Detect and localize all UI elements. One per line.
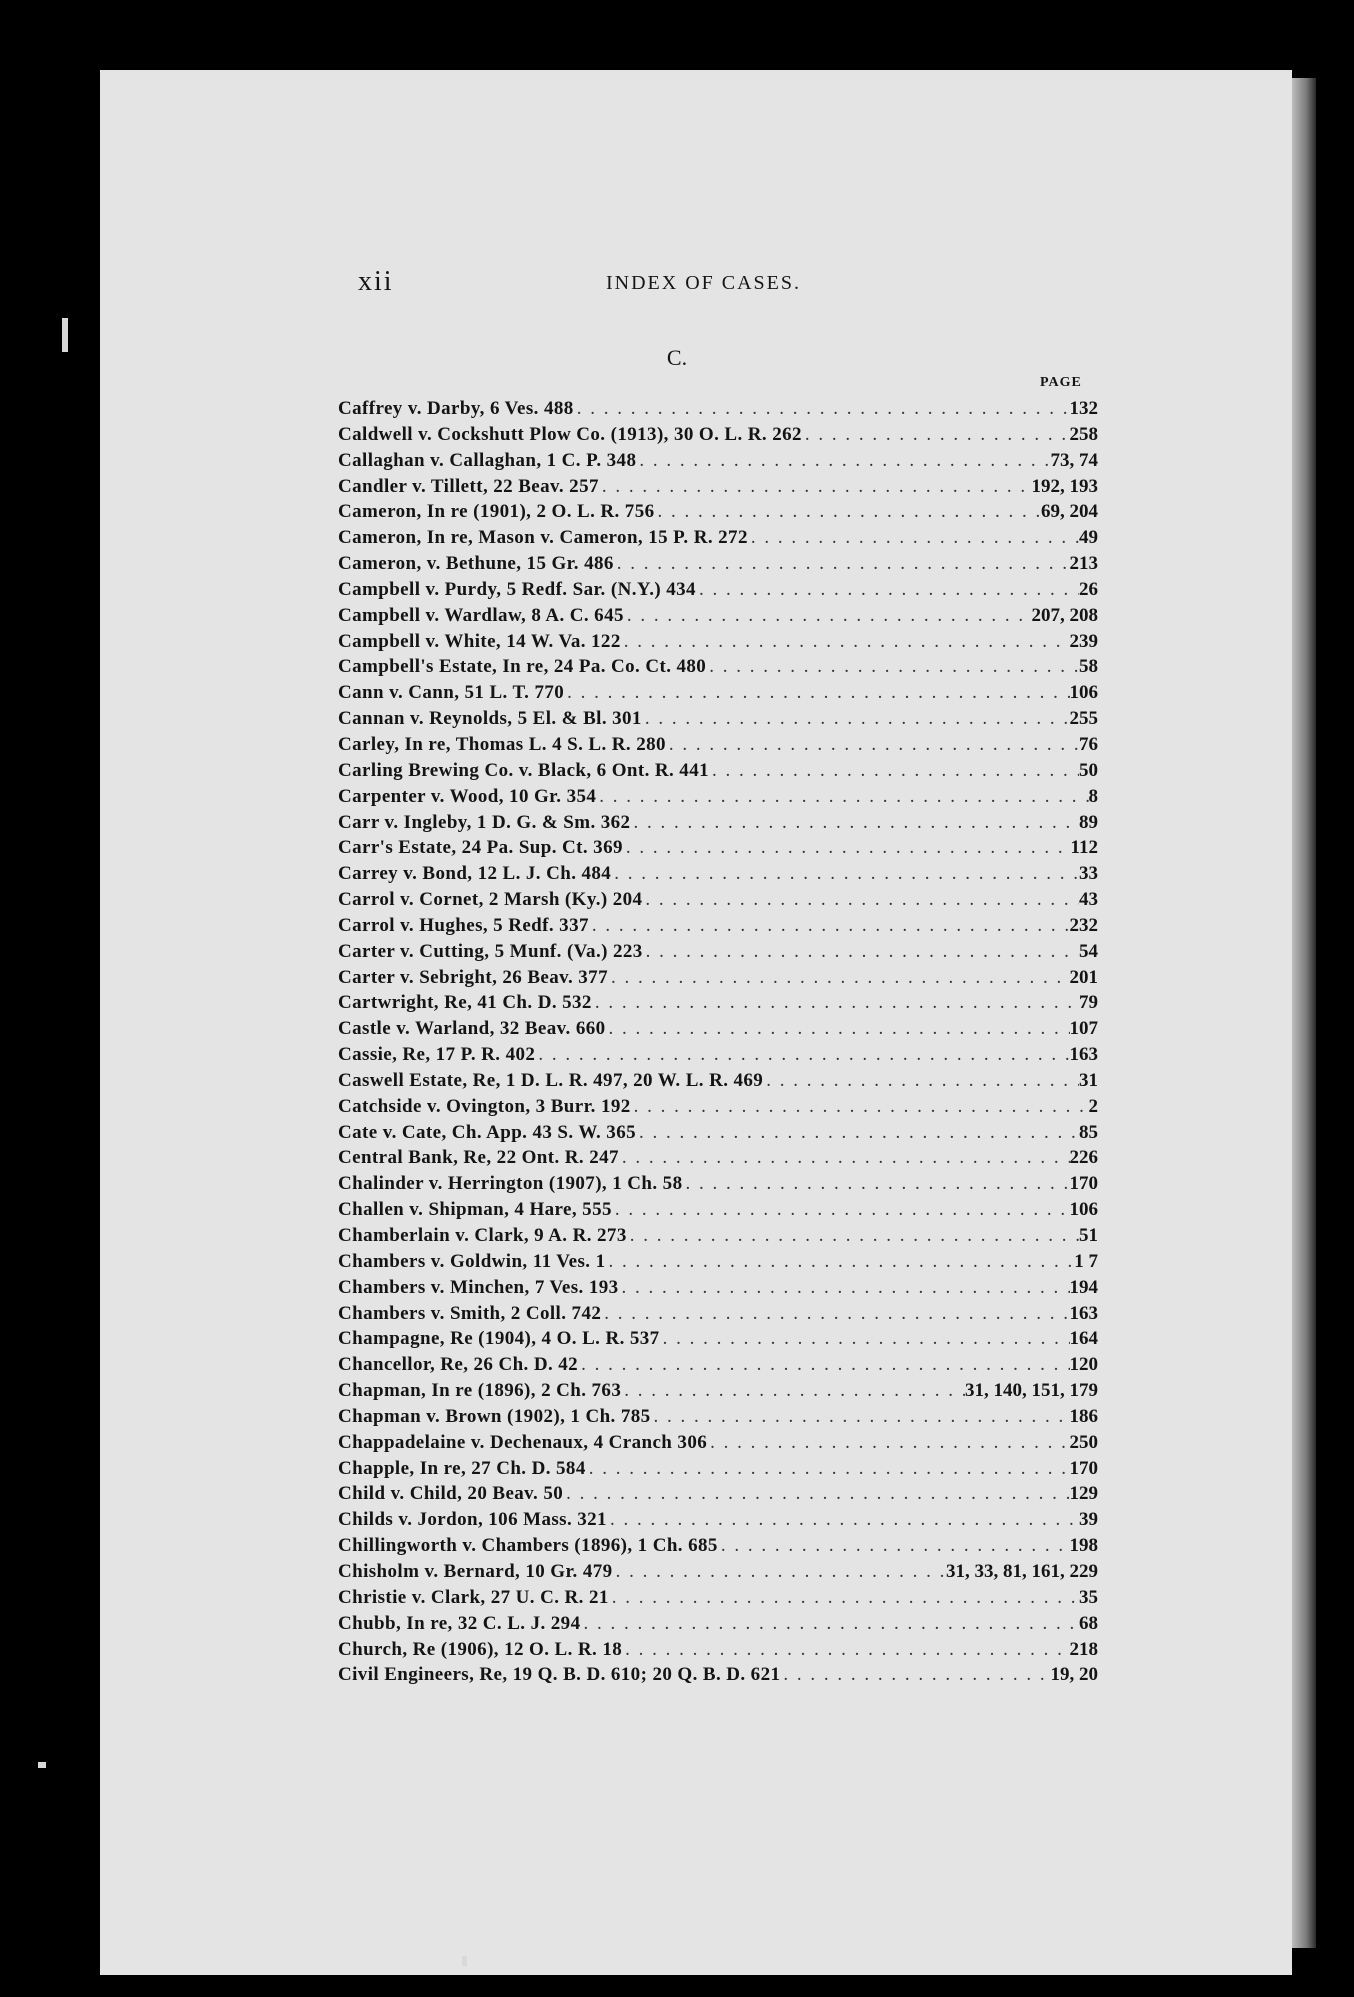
dot-leader [631, 1094, 1089, 1120]
page-references: 19, 20 [1050, 1664, 1098, 1686]
page-references: 218 [1069, 1638, 1098, 1660]
case-citation: Cameron, v. Bethune, 15 Gr. 486 [338, 553, 614, 575]
page-references: 163 [1069, 1044, 1098, 1066]
case-citation: Callaghan v. Callaghan, 1 C. P. 348 [338, 449, 637, 471]
dot-leader [643, 939, 1079, 965]
index-entry [338, 1042, 1098, 1068]
case-citation: Chambers v. Minchen, 7 Ves. 193 [338, 1276, 619, 1298]
case-citation: Carrey v. Bond, 12 L. J. Ch. 484 [338, 863, 612, 885]
page-references: 132 [1069, 398, 1098, 419]
index-entry [338, 861, 1098, 887]
case-citation: Carrol v. Hughes, 5 Redf. 337 [338, 914, 589, 936]
page-references: 79 [1079, 992, 1098, 1014]
case-citation: Central Bank, Re, 22 Ont. R. 247 [338, 1147, 619, 1169]
case-citation: Cate v. Cate, Ch. App. 43 S. W. 365 [338, 1121, 636, 1143]
dot-leader [709, 758, 1079, 784]
dot-leader [682, 1171, 1069, 1197]
page-references: 58 [1079, 656, 1098, 678]
page-references: 69, 204 [1041, 501, 1098, 523]
page-references: 2 [1088, 1095, 1098, 1117]
page-references: 43 [1079, 889, 1098, 911]
index-entry [338, 1611, 1098, 1637]
page-references: 232 [1069, 914, 1098, 936]
index-entry [338, 1120, 1098, 1146]
index-entry [338, 990, 1098, 1016]
case-citation: Chalinder v. Herrington (1907), 1 Ch. 58 [338, 1173, 683, 1195]
index-entry [338, 1326, 1098, 1352]
page-references: 1 7 [1074, 1250, 1098, 1272]
page-references: 163 [1069, 1302, 1098, 1324]
case-citation: Chillingworth v. Chambers (1896), 1 Ch. 685 [338, 1535, 718, 1557]
case-citation: Carley, In re, Thomas L. 4 S. L. R. 280 [338, 733, 666, 755]
dot-leader [609, 1585, 1079, 1611]
page-references: 39 [1079, 1509, 1098, 1531]
dot-leader [614, 551, 1070, 577]
page-references: 33 [1079, 863, 1098, 885]
index-entry [338, 1430, 1098, 1456]
dot-leader [601, 1301, 1069, 1327]
case-citation: Chambers v. Goldwin, 11 Ves. 1 [338, 1250, 606, 1272]
dot-leader [660, 1326, 1070, 1352]
dot-leader [621, 629, 1070, 655]
page-references: 213 [1069, 553, 1098, 575]
page-header [358, 266, 1100, 302]
case-citation: Chubb, In re, 32 C. L. J. 294 [338, 1612, 581, 1634]
case-citation: Cartwright, Re, 41 Ch. D. 532 [338, 992, 592, 1014]
page-references: 49 [1079, 527, 1098, 549]
index-entry [338, 1662, 1098, 1688]
index-entry [338, 422, 1098, 448]
case-citation: Castle v. Warland, 32 Beav. 660 [338, 1018, 606, 1040]
page-references: 89 [1079, 811, 1098, 833]
case-citation: Champagne, Re (1904), 4 O. L. R. 537 [338, 1328, 660, 1350]
case-citation: Chancellor, Re, 26 Ch. D. 42 [338, 1354, 579, 1376]
page-references: 85 [1079, 1121, 1098, 1143]
index-entry [338, 396, 1098, 422]
case-citation: Child v. Child, 20 Beav. 50 [338, 1483, 564, 1505]
page-references: 170 [1069, 1457, 1098, 1479]
dot-leader [608, 965, 1070, 991]
index-entry [338, 887, 1098, 913]
case-citation: Cameron, In re, Mason v. Cameron, 15 P. R. 272 [338, 527, 748, 549]
index-entry [338, 939, 1098, 965]
index-entry [338, 1559, 1098, 1585]
index-entry [338, 1197, 1098, 1223]
page-references: 198 [1069, 1535, 1098, 1557]
page-references: 26 [1079, 578, 1098, 600]
index-entry [338, 551, 1098, 577]
dot-leader [580, 1611, 1079, 1637]
dot-leader [763, 1068, 1079, 1094]
page-references: 239 [1069, 630, 1098, 652]
case-citation: Chapman, In re (1896), 2 Ch. 763 [338, 1380, 622, 1402]
dot-leader [655, 499, 1042, 525]
case-citation: Campbell v. Wardlaw, 8 A. C. 645 [338, 604, 624, 626]
case-citation: Cann v. Cann, 51 L. T. 770 [338, 682, 565, 704]
index-entry [338, 525, 1098, 551]
index-entry [338, 499, 1098, 525]
page-references: 226 [1069, 1147, 1098, 1169]
dot-leader [623, 835, 1071, 861]
page-references: 35 [1079, 1586, 1098, 1608]
index-entry [338, 1585, 1098, 1611]
case-citation: Chappadelaine v. Dechenaux, 4 Cranch 306 [338, 1431, 708, 1453]
page-references: 129 [1069, 1483, 1098, 1505]
page-references: 31 [1079, 1069, 1098, 1091]
dot-leader [563, 1481, 1069, 1507]
page-references: 73, 74 [1050, 449, 1098, 471]
dot-leader [642, 706, 1070, 732]
dot-leader [636, 448, 1050, 474]
dot-leader [613, 1559, 946, 1585]
page-references: 120 [1069, 1354, 1098, 1376]
index-entry [338, 706, 1098, 732]
dot-leader [627, 1223, 1079, 1249]
page-references: 250 [1069, 1431, 1098, 1453]
index-entry [338, 1223, 1098, 1249]
case-citation: Cameron, In re (1901), 2 O. L. R. 756 [338, 501, 655, 523]
scan-speck [38, 1762, 46, 1768]
case-citation: Candler v. Tillett, 22 Beav. 257 [338, 475, 599, 497]
dot-leader [624, 603, 1032, 629]
dot-leader [780, 1662, 1050, 1688]
index-entry [338, 1456, 1098, 1482]
page-references: 76 [1079, 733, 1098, 755]
dot-leader [596, 784, 1088, 810]
page-references: 258 [1069, 423, 1098, 445]
page-references: 255 [1069, 708, 1098, 730]
index-entry [338, 965, 1098, 991]
index-entry [338, 1301, 1098, 1327]
index-entry [338, 1481, 1098, 1507]
page-references: 31, 140, 151, 179 [965, 1380, 1098, 1402]
case-citation: Caffrey v. Darby, 6 Ves. 488 [338, 398, 574, 419]
page-references: 8 [1088, 785, 1098, 807]
index-entry [338, 603, 1098, 629]
dot-leader [706, 654, 1079, 680]
page-references: 194 [1069, 1276, 1098, 1298]
page-references: 201 [1069, 966, 1098, 988]
page-references: 207, 208 [1031, 604, 1098, 626]
dot-leader [748, 525, 1079, 551]
dot-leader [592, 990, 1079, 1016]
case-citation: Carrol v. Cornet, 2 Marsh (Ky.) 204 [338, 889, 643, 911]
index-entry [338, 1404, 1098, 1430]
index-entry [338, 654, 1098, 680]
index-entry [338, 810, 1098, 836]
page-references: 112 [1070, 837, 1098, 859]
case-citation: Carling Brewing Co. v. Black, 6 Ont. R. 441 [338, 759, 710, 781]
dot-leader [622, 1637, 1069, 1663]
dot-leader [666, 732, 1079, 758]
dot-leader [621, 1378, 965, 1404]
page-references: 31, 33, 81, 161, 229 [946, 1560, 1098, 1582]
index-entry [338, 913, 1098, 939]
case-citation: Carr v. Ingleby, 1 D. G. & Sm. 362 [338, 811, 631, 833]
index-entry [338, 1249, 1098, 1275]
dot-leader [612, 1197, 1070, 1223]
case-index-list [338, 396, 1098, 1688]
dot-leader [599, 474, 1032, 500]
dot-leader [578, 1352, 1069, 1378]
index-entry [338, 1016, 1098, 1042]
case-citation: Carr's Estate, 24 Pa. Sup. Ct. 369 [338, 837, 623, 859]
page-folio: xii [358, 266, 394, 297]
index-entry [338, 1145, 1098, 1171]
case-citation: Chapple, In re, 27 Ch. D. 584 [338, 1457, 586, 1479]
dot-leader [606, 1016, 1070, 1042]
case-citation: Campbell v. White, 14 W. Va. 122 [338, 630, 621, 652]
dot-leader [619, 1275, 1070, 1301]
section-letter: C. [666, 345, 688, 370]
index-entry [338, 1275, 1098, 1301]
page-references: 50 [1079, 759, 1098, 781]
index-entry [338, 448, 1098, 474]
page-references: 164 [1069, 1328, 1098, 1350]
dot-leader [611, 861, 1079, 887]
page-references: 68 [1079, 1612, 1098, 1634]
index-entry [338, 629, 1098, 655]
dot-leader [535, 1042, 1069, 1068]
case-citation: Campbell v. Purdy, 5 Redf. Sar. (N.Y.) 434 [338, 578, 696, 600]
index-entry [338, 577, 1098, 603]
running-title: INDEX OF CASES. [606, 272, 802, 294]
index-entry [338, 1378, 1098, 1404]
case-citation: Challen v. Shipman, 4 Hare, 555 [338, 1199, 612, 1221]
dot-leader [589, 913, 1070, 939]
dot-leader [564, 680, 1069, 706]
scan-speck [462, 1956, 467, 1966]
index-entry [338, 835, 1098, 861]
case-citation: Chambers v. Smith, 2 Coll. 742 [338, 1302, 602, 1324]
case-citation: Chapman v. Brown (1902), 1 Ch. 785 [338, 1405, 651, 1427]
index-entry [338, 1507, 1098, 1533]
page-references: 106 [1069, 682, 1098, 704]
index-entry [338, 1352, 1098, 1378]
page-references: 186 [1069, 1405, 1098, 1427]
page-references: 107 [1069, 1018, 1098, 1040]
case-citation: Christie v. Clark, 27 U. C. R. 21 [338, 1586, 609, 1608]
case-citation: Childs v. Jordon, 106 Mass. 321 [338, 1509, 607, 1531]
dot-leader [651, 1404, 1070, 1430]
index-entry [338, 1637, 1098, 1663]
dot-leader [586, 1456, 1070, 1482]
index-entry [338, 1171, 1098, 1197]
case-citation: Caldwell v. Cockshutt Plow Co. (1913), 30 O. L. R. 262 [338, 423, 802, 445]
case-citation: Chisholm v. Bernard, 10 Gr. 479 [338, 1560, 613, 1582]
dot-leader [607, 1507, 1079, 1533]
index-entry [338, 1533, 1098, 1559]
case-citation: Cannan v. Reynolds, 5 El. & Bl. 301 [338, 708, 642, 730]
index-entry [338, 680, 1098, 706]
dot-leader [707, 1430, 1069, 1456]
dot-leader [642, 887, 1079, 913]
index-entry [338, 474, 1098, 500]
case-citation: Cassie, Re, 17 P. R. 402 [338, 1044, 536, 1066]
dot-leader [696, 577, 1079, 603]
page-column-label: PAGE [1040, 375, 1082, 390]
case-citation: Campbell's Estate, In re, 24 Pa. Co. Ct. 480 [338, 656, 707, 678]
case-citation: Carter v. Sebright, 26 Beav. 377 [338, 966, 608, 988]
dot-leader [574, 396, 1070, 422]
dot-leader [718, 1533, 1070, 1559]
index-entry [338, 1094, 1098, 1120]
dot-leader [802, 422, 1070, 448]
case-citation: Caswell Estate, Re, 1 D. L. R. 497, 20 W. L. R. 469 [338, 1069, 764, 1091]
index-entry [338, 732, 1098, 758]
case-citation: Civil Engineers, Re, 19 Q. B. D. 610; 20 Q. B. D. 621 [338, 1664, 781, 1686]
case-citation: Church, Re (1906), 12 O. L. R. 18 [338, 1638, 623, 1660]
dot-leader [636, 1120, 1079, 1146]
dot-leader [630, 810, 1079, 836]
case-citation: Carter v. Cutting, 5 Munf. (Va.) 223 [338, 940, 643, 962]
case-citation: Chamberlain v. Clark, 9 A. R. 273 [338, 1225, 627, 1246]
dot-leader [606, 1249, 1075, 1275]
case-citation: Catchside v. Ovington, 3 Burr. 192 [338, 1095, 631, 1117]
page-references: 106 [1069, 1199, 1098, 1221]
dot-leader [619, 1145, 1070, 1171]
page-references: 51 [1079, 1225, 1098, 1246]
page-references: 54 [1079, 940, 1098, 962]
page-references: 192, 193 [1031, 475, 1098, 497]
index-entry [338, 758, 1098, 784]
index-entry [338, 1068, 1098, 1094]
case-citation: Carpenter v. Wood, 10 Gr. 354 [338, 785, 597, 807]
index-entry [338, 784, 1098, 810]
page-references: 170 [1069, 1173, 1098, 1195]
